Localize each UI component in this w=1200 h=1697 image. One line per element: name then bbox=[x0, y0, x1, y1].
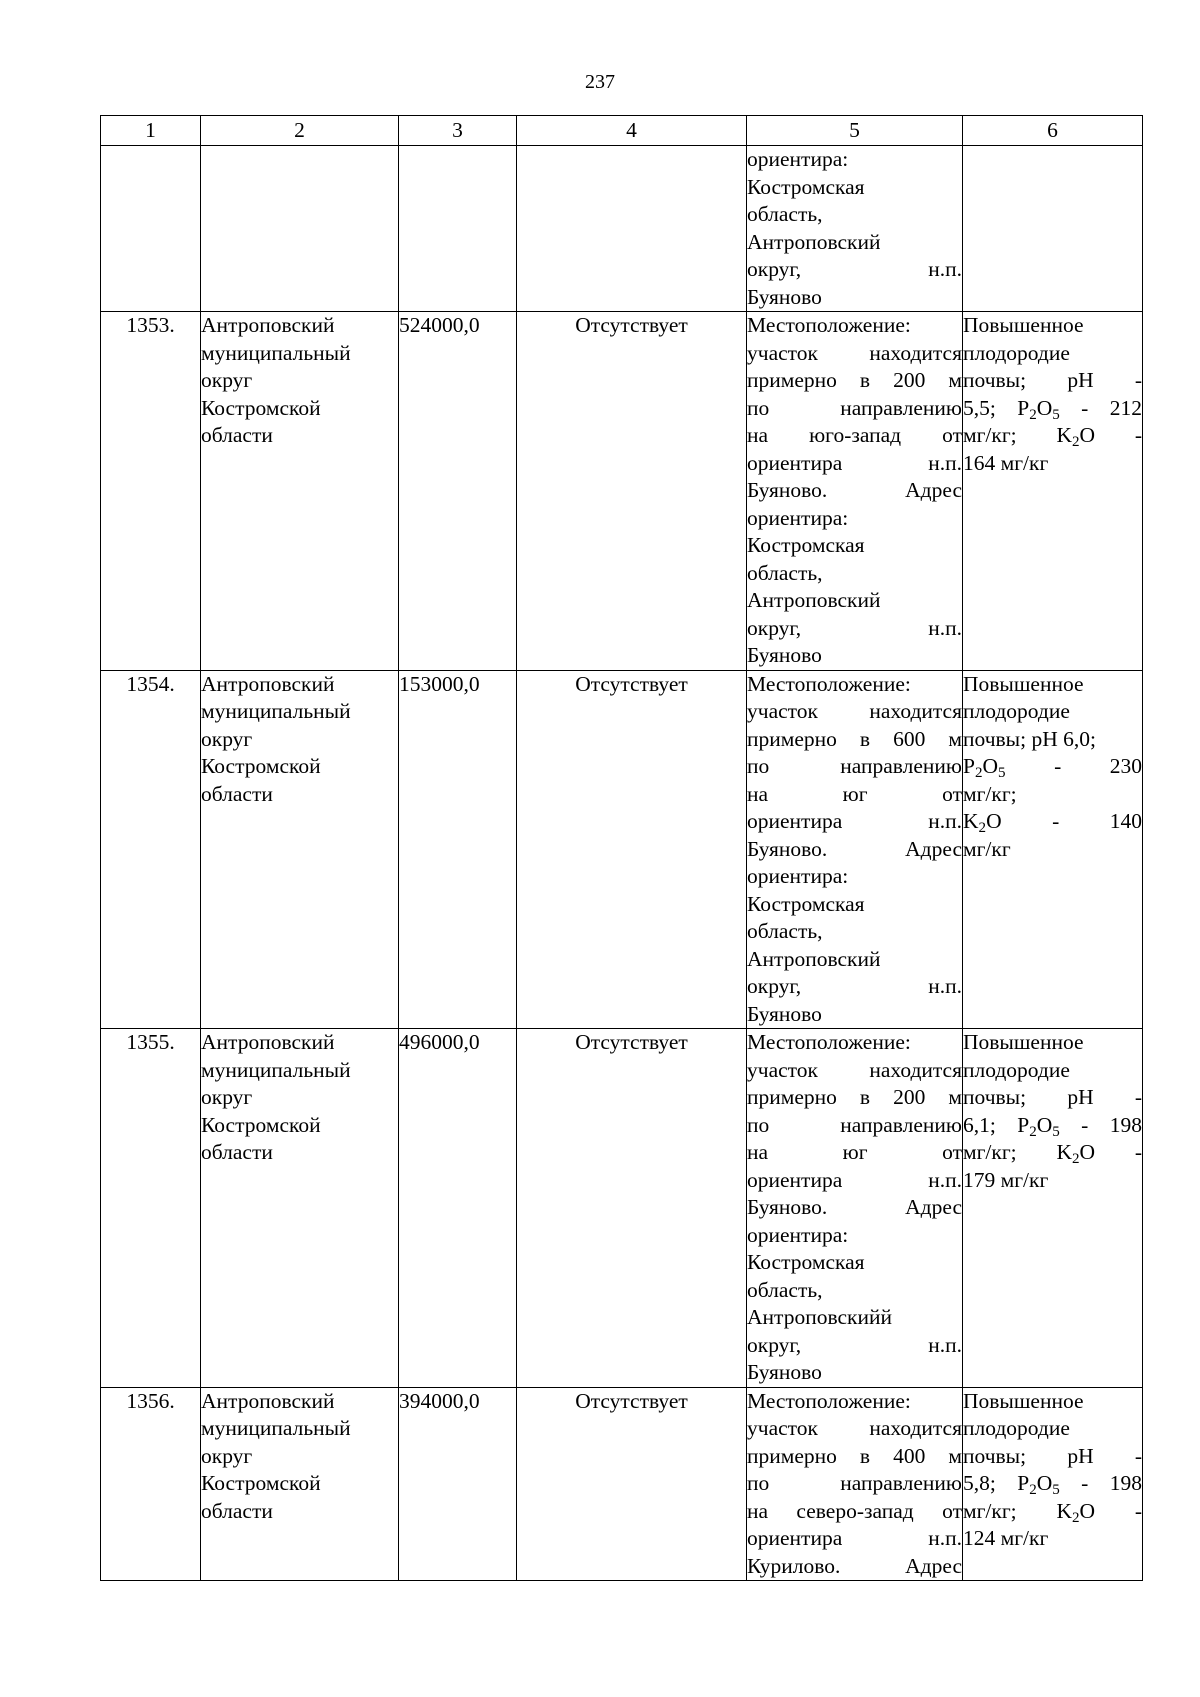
table-row bbox=[101, 312, 1143, 671]
row-number: 1354. bbox=[101, 670, 201, 1029]
area-cell: 524000,0 bbox=[399, 312, 517, 671]
area-cell: 496000,0 bbox=[399, 1029, 517, 1388]
status-cell: Отсутствует bbox=[517, 1387, 747, 1581]
location-cell: Местоположение: участок находится примерно в 200 м по направлению на юг от ориентира н.п. Буяново. Адрес ориентира: Костромская область, Антроповскийй округ, н.п. Буяново bbox=[747, 1029, 963, 1388]
row-number: 1355. bbox=[101, 1029, 201, 1388]
column-header: 6 bbox=[963, 116, 1143, 146]
owner-cell: Антроповский муниципальный округ Костромской области bbox=[201, 1029, 399, 1388]
status-cell: Отсутствует bbox=[517, 312, 747, 671]
soil-cell: Повышенное плодородие почвы; рН - 6,1; $P_2O_5 - 198$ мг/кг; $K_2O$ - 179 мг/кг bbox=[963, 1029, 1143, 1388]
row-number: 1353. bbox=[101, 312, 201, 671]
location-cell: ориентира: Костромская область, Антроповский округ, н.п. Буяново bbox=[747, 146, 963, 312]
location-cell: Местоположение: участок находится примерно в 200 м по направлению на юго-запад от ориентира н.п. Буяново. Адрес ориентира: Костромская область, Антроповский округ, н.п. Буяново bbox=[747, 312, 963, 671]
location-cell: Местоположение: участок находится примерно в 400 м по направлению на северо-запад от ориентира н.п. Курилово. Адрес bbox=[747, 1387, 963, 1581]
column-number-row bbox=[101, 116, 1143, 146]
area-cell: 153000,0 bbox=[399, 670, 517, 1029]
owner-cell: Антроповский муниципальный округ Костромской области bbox=[201, 312, 399, 671]
location-cell: Местоположение: участок находится примерно в 600 м по направлению на юг от ориентира н.п. Буяново. Адрес ориентира: Костромская область, Антроповский округ, н.п. Буяново bbox=[747, 670, 963, 1029]
status-cell: Отсутствует bbox=[517, 670, 747, 1029]
table-row bbox=[101, 670, 1143, 1029]
column-header: 1 bbox=[101, 116, 201, 146]
area-cell: 394000,0 bbox=[399, 1387, 517, 1581]
column-header: 2 bbox=[201, 116, 399, 146]
table-row bbox=[101, 1029, 1143, 1388]
owner-cell: Антроповский муниципальный округ Костромской области bbox=[201, 670, 399, 1029]
page-number: 237 bbox=[585, 71, 615, 93]
status-cell: Отсутствует bbox=[517, 1029, 747, 1388]
column-header: 4 bbox=[517, 116, 747, 146]
continuation-row bbox=[101, 146, 1143, 312]
soil-cell: Повышенное плодородие почвы; рН - 5,8; $P_2O_5 - 198$ мг/кг; $K_2O$ - 124 мг/кг bbox=[963, 1387, 1143, 1581]
owner-cell: Антроповский муниципальный округ Костромской области bbox=[201, 1387, 399, 1581]
column-header: 5 bbox=[747, 116, 963, 146]
soil-cell: Повышенное плодородие почвы; рН 6,0; $P_2O_5 - 230$ мг/кг; $K_2O - 140$ мг/кг bbox=[963, 670, 1143, 1029]
row-number: 1356. bbox=[101, 1387, 201, 1581]
column-header: 3 bbox=[399, 116, 517, 146]
soil-cell: Повышенное плодородие почвы; рН - 5,5; $P_2O_5 - 212$ мг/кг; $K_2O$ - 164 мг/кг bbox=[963, 312, 1143, 671]
table-row bbox=[101, 1387, 1143, 1581]
land-plots-table bbox=[100, 115, 1143, 1581]
